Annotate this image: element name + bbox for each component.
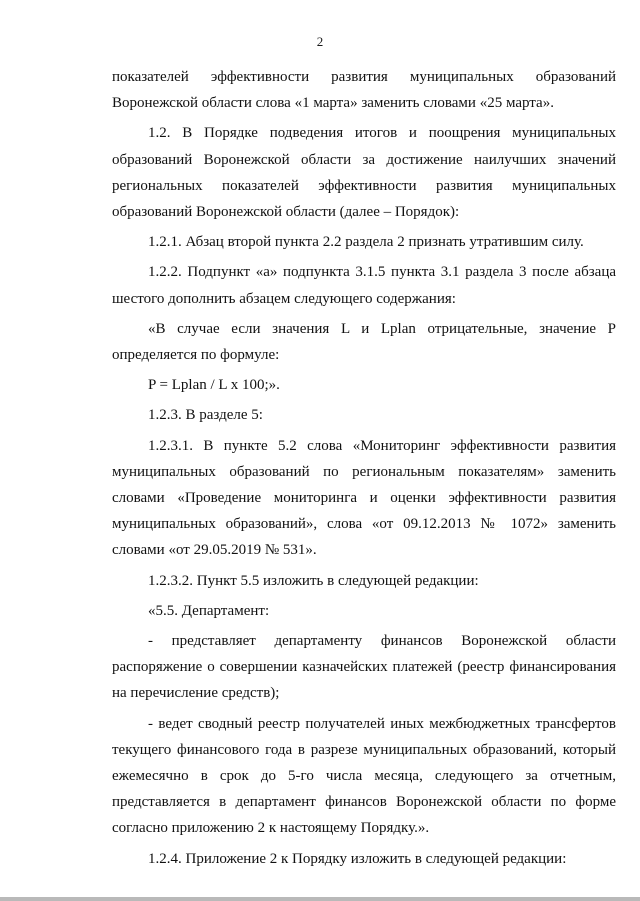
paragraph-quote-condition: «В случае если значения L и Lplan отрицательные, значение P определяется по формуле:	[112, 320, 616, 364]
paragraph-1-2-3: 1.2.3. В разделе 5:	[148, 407, 263, 424]
paragraph-5-5-heading: «5.5. Департамент:	[148, 602, 270, 619]
scan-edge-line	[0, 897, 640, 901]
paragraph-continuation: показателей эффективности развития муниципальных образований Воронежской области слова «1 марта» заменить словами «25 марта».	[112, 69, 616, 112]
paragraph-1-2-2: 1.2.2. Подпункт «а» подпункта 3.1.5 пункта 3.1 раздела 3 после абзаца шестого дополнить абзацем следующего содержания:	[112, 264, 616, 307]
page-number: 2	[316, 34, 324, 49]
paragraph-1-2: 1.2. В Порядке подведения итогов и поощрения муниципальных образований Воронежской области за достижение наилучших значений региональных показателей эффективности развития муниципальных образований Воронежской области (далее – Порядок):	[112, 125, 616, 221]
paragraph-1-2-1: 1.2.1. Абзац второй пункта 2.2 раздела 2 признать утратившим силу.	[148, 234, 584, 251]
paragraph-1-2-3-2: 1.2.3.2. Пункт 5.5 изложить в следующей редакции:	[148, 572, 479, 589]
paragraph-bullet-1: - представляет департаменту финансов Воронежской области распоряжение о совершении казначейских платежей (реестр финансирования на перечисление средств);	[112, 633, 616, 702]
paragraph-1-2-4: 1.2.4. Приложение 2 к Порядку изложить в следующей редакции:	[148, 850, 567, 867]
paragraph-1-2-3-1: 1.2.3.1. В пункте 5.2 слова «Мониторинг эффективности развития муниципальных образований по региональным показателям» заменить словами «Проведение мониторинга и оценки эффективности развития муниципальных образований», слова «от 09.12.2013 № 1072» заменить словами «от 29.05.2019 № 531».	[112, 437, 616, 559]
paragraph-formula: P = Lplan / L x 100;».	[148, 377, 280, 394]
document-body	[112, 64, 616, 876]
paragraph-bullet-2: - ведет сводный реестр получателей иных межбюджетных трансфертов текущего финансового года в разрезе муниципальных образований, который ежемесячно в срок до 5-го числа месяца, следующего за отчетным, представляется в департамент финансов Воронежской области по форме согласно приложению 2 к настоящему Порядку.».	[112, 715, 616, 837]
